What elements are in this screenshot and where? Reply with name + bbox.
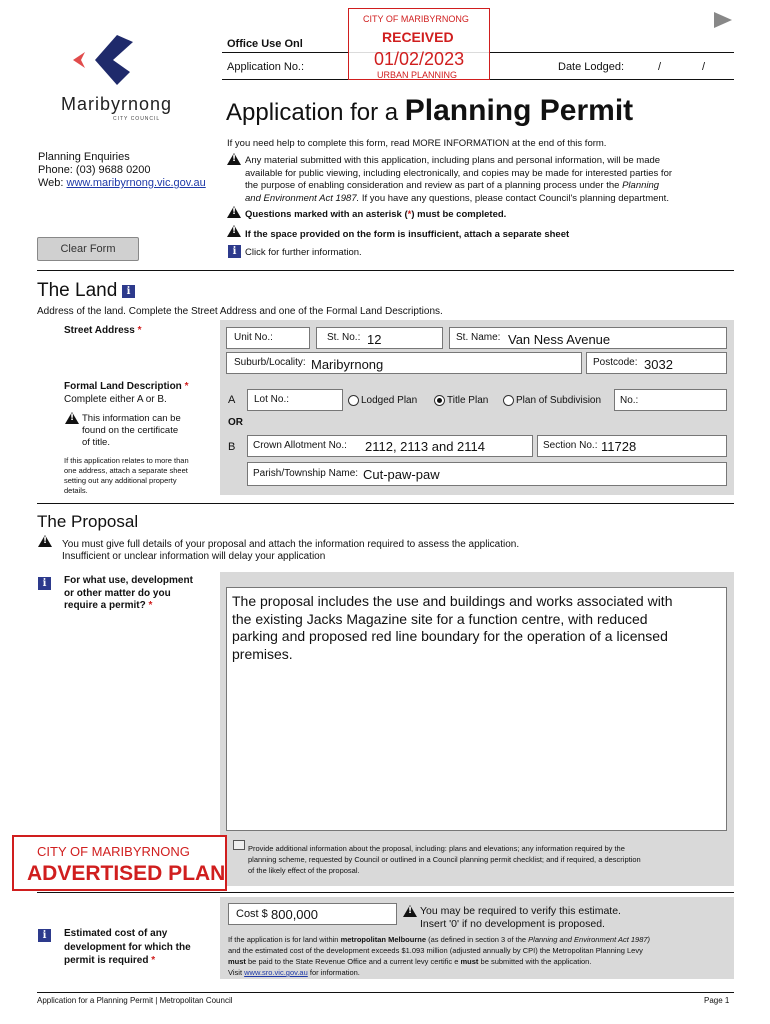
lodged-plan-label: Lodged Plan [361,395,418,406]
lodged-plan-radio[interactable] [348,395,359,406]
lot-no-field[interactable]: Lot No.: [247,389,343,411]
title-prefix: Application for a [226,99,399,126]
page-number: Page 1 [704,996,730,1005]
option-b-label: B [228,441,236,453]
levy-note: If the application is for land within metropolitan Melbourne (as defined in section 3 of the Planning and Environment Act 1987) and the estimated cost of the development exceeds $1.093 million (adjusted annually by CPI) the Metropolitan Planning Levy must be paid to the State Revenue Office and a current levy certific e must be submitted with the application. Visit www.sro.vic.gov.au for information. [228,935,651,977]
land-info-icon[interactable]: i [122,285,135,298]
attachment-icon [233,840,245,850]
land-heading: The Land [37,280,118,301]
office-use-title: Office Use Onl [227,38,303,50]
plan-of-subdivision-radio[interactable] [503,395,514,406]
street-name-field[interactable]: St. Name: Van Ness Avenue [449,327,727,349]
clear-form-button[interactable]: Clear Form [37,237,139,261]
advertised-council: CITY OF MARIBYRNONG [37,844,190,859]
postcode-field[interactable]: Postcode: 3032 [586,352,727,374]
title-plan-label: Title Plan [447,395,489,406]
certificate-note: This information can be found on the certificate of title. [82,413,181,448]
stamp-council: CITY OF MARIBYRNONG [363,14,469,24]
verify-note-2: Insert '0' if no development is proposed. [420,918,605,930]
formal-land-sub: Complete either A or B. [64,394,167,405]
page-title [226,94,633,128]
received-stamp [348,8,490,80]
proposal-warning-2: Insufficient or unclear information will delay your application [62,551,326,562]
warning-icon [227,225,241,237]
help-line: If you need help to complete this form, read MORE INFORMATION at the end of this form. [227,138,607,149]
street-address-label: Street Address * [64,325,142,336]
application-no-label: Application No.: [227,61,305,73]
land-intro: Address of the land. Complete the Street Address and one of the Formal Land Descriptions. [37,306,443,317]
proposal-question: For what use, development or other matter do you require a permit? * [64,575,193,611]
crown-allotment-field[interactable]: Crown Allotment No.: 2112, 2113 and 2114 [247,435,533,457]
date-slash: / [658,61,662,73]
parish-field[interactable]: Parish/Township Name: Cut-paw-paw [247,462,727,486]
stamp-date: 01/02/2023 [374,49,465,69]
proposal-description-field[interactable]: The proposal includes the use and buildings and works associated with the existing Jacks Magazine site for a function centre, with reduced parking and proposed red line boundary for the operation of a licensed premises. [226,587,727,831]
formal-land-label: Formal Land Description * [64,381,189,392]
logo-subtitle: CITY COUNCIL [113,116,161,122]
warning-icon [65,412,79,424]
proposal-heading: The Proposal [37,512,139,531]
title-main: Planning Permit [404,94,634,127]
warning-icon [38,535,52,547]
or-label: OR [228,417,243,428]
title-plan-radio[interactable] [434,395,445,406]
next-page-arrow-icon[interactable] [712,10,734,30]
contact-web [38,177,206,189]
cost-field[interactable]: Cost $ 800,000 [228,903,397,925]
contact-heading: Planning Enquiries [38,151,130,163]
option-a-label: A [228,394,236,406]
verify-note-1: You may be required to verify this estimate. [420,905,621,917]
stamp-received: RECEIVED [382,29,454,45]
public-viewing-notice: Any material submitted with this application, including plans and personal information, will be made available for public viewing, including electronically, and copies may be made for interested parties for the purpose of enabling consideration and review as part of a planning process under the Planning and Environment Act 1987. If you have any questions, please contact Council's planning department. [245,155,673,204]
info-icon[interactable]: i [228,245,241,258]
advertised-plan-stamp [12,835,227,891]
logo-mark-icon [55,30,185,92]
warning-icon [403,905,417,917]
council-logo [55,30,185,125]
street-no-field[interactable]: St. No.: 12 [316,327,443,349]
additional-info-note: Provide additional information about the proposal, including: plans and elevations; any information required by the planning scheme, requested by Council or outlined in a Council planning permit checklist; and if required, a description of the likely effect of the proposal. [248,844,641,875]
logo-name: Maribyrnong [61,94,173,114]
multiple-address-note: If this application relates to more than one address, attach a separate sheet setting out any additional property details. [64,456,189,495]
insufficient-note: If the space provided on the form is insufficient, attach a separate sheet [245,229,570,240]
contact-phone: Phone: (03) 9688 0200 [38,164,151,176]
proposal-info-icon[interactable]: i [38,577,51,590]
date-lodged-label: Date Lodged: [558,61,625,73]
asterisk-note: Questions marked with an asterisk (*) must be completed. [245,209,507,220]
plan-of-subdivision-label: Plan of Subdivision [516,395,602,406]
web-label: Web: [38,177,64,189]
stamp-dept: URBAN PLANNING [377,70,458,80]
sro-link[interactable]: www.sro.vic.gov.au [244,968,308,977]
suburb-field[interactable]: Suburb/Locality: Maribyrnong [226,352,582,374]
plan-no-field[interactable]: No.: [614,389,727,411]
cost-info-icon[interactable]: i [38,929,51,942]
section-no-field[interactable]: Section No.: 11728 [537,435,727,457]
date-slash: / [702,61,706,73]
council-website-link[interactable]: www.maribyrnong.vic.gov.au [66,177,206,189]
footer-title: Application for a Planning Permit | Metropolitan Council [37,996,233,1005]
advertised-title: ADVERTISED PLAN [27,862,226,885]
unit-no-field[interactable]: Unit No.: [226,327,310,349]
warning-icon [227,206,241,218]
warning-icon [227,153,241,165]
click-info-text: Click for further information. [245,247,362,258]
cost-question: Estimated cost of any development for which the permit is required * [64,928,191,966]
proposal-warning-1: You must give full details of your proposal and attach the information required to assess the application. [62,539,520,550]
